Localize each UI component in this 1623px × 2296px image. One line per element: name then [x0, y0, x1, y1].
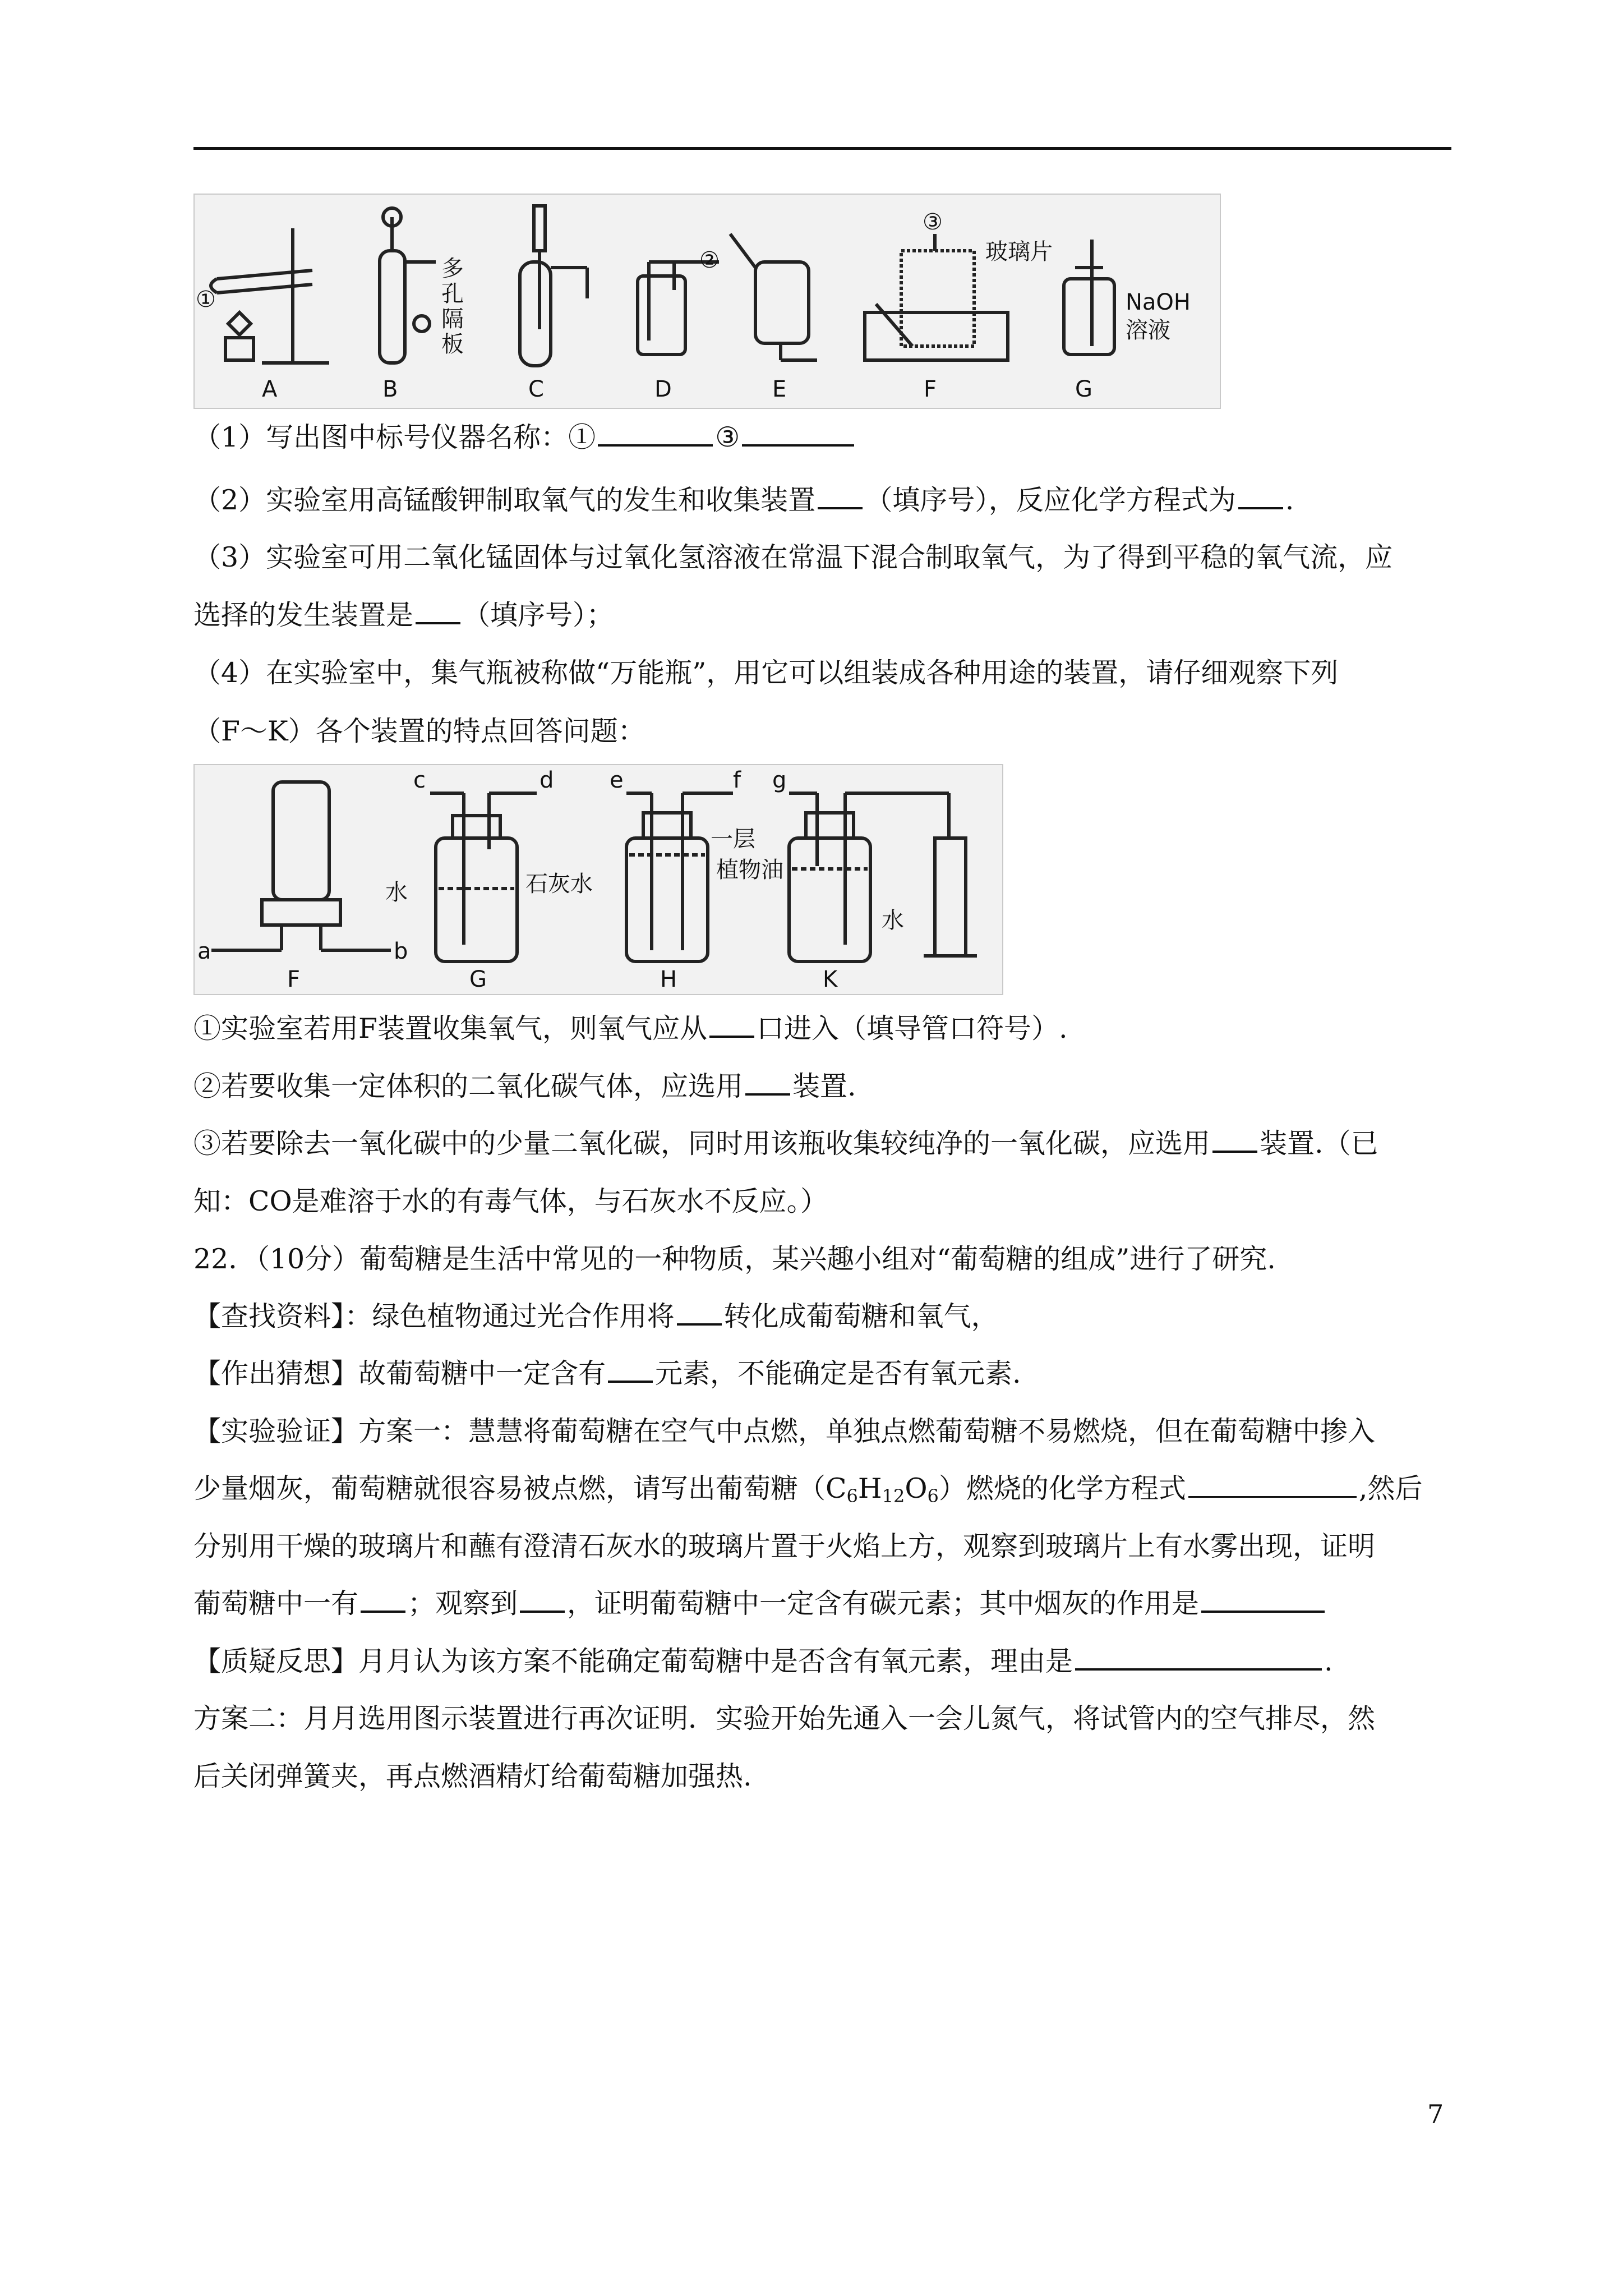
- verify-text: ，证明葡萄糖中一定含有碳元素；其中烟灰的作用是: [567, 1588, 1200, 1619]
- answer-blank[interactable]: [1212, 1128, 1257, 1153]
- verify-text: 少量烟灰，葡萄糖就很容易被点燃，请写出葡萄糖（C: [193, 1473, 847, 1504]
- q22-heading: 22．（10分）葡萄糖是生活中常见的一种物质，某兴趣小组对“葡萄糖的组成”进行了研究.: [193, 1243, 1276, 1275]
- guess-text: 【作出猜想】故葡萄糖中一定含有: [193, 1358, 606, 1389]
- answer-blank[interactable]: [1238, 485, 1283, 509]
- s2-text: ②若要收集一定体积的二氧化碳气体，应选用: [193, 1070, 744, 1102]
- q4-text: （F～K）各个装置的特点回答问题：: [193, 715, 645, 747]
- s1-text: 口进入（填导管口符号）.: [757, 1013, 1068, 1045]
- plan2-text: 后关闭弹簧夹，再点燃酒精灯给葡萄糖加强热.: [193, 1760, 752, 1792]
- guess-text: 元素，不能确定是否有氧元素.: [655, 1358, 1021, 1389]
- q3-text: （填序号）；: [463, 599, 614, 631]
- answer-blank[interactable]: [520, 1588, 565, 1613]
- answer-blank[interactable]: [598, 422, 713, 447]
- label-b: B: [382, 376, 398, 402]
- label-k: K: [823, 967, 838, 992]
- glass-plate-text: 玻璃片: [985, 239, 1053, 265]
- verify-text: 葡萄糖中一有: [193, 1588, 359, 1619]
- port-c: c: [413, 767, 426, 793]
- naoh-text: NaOH: [1126, 289, 1191, 315]
- reflect-text: 【质疑反思】月月认为该方案不能确定葡萄糖中是否含有氧元素，理由是: [193, 1645, 1073, 1677]
- port-d: d: [540, 767, 554, 793]
- answer-blank[interactable]: [709, 1013, 754, 1038]
- answer-blank[interactable]: [608, 1358, 653, 1383]
- q2-text: （2）实验室用高锰酸钾制取氧气的发生和收集装置: [193, 484, 816, 516]
- q1-text: （1）写出图中标号仪器名称：①: [193, 421, 596, 453]
- answer-blank[interactable]: [416, 600, 460, 624]
- q2-text: （填序号），反应化学方程式为: [865, 484, 1236, 516]
- find-text: 【查找资料】：绿色植物通过光合作用将: [193, 1300, 675, 1332]
- verify-text: ,然后: [1358, 1473, 1423, 1504]
- label-g: G: [1075, 376, 1092, 402]
- answer-blank[interactable]: [745, 1071, 790, 1096]
- s1-text: ①实验室若用F装置收集氧气，则氧气应从: [193, 1013, 707, 1045]
- verify-text: 分别用干燥的玻璃片和蘸有澄清石灰水的玻璃片置于火焰上方，观察到玻璃片上有水雾出现，证明: [193, 1530, 1376, 1562]
- b-text-1: 多: [441, 256, 464, 282]
- label-f: F: [287, 967, 301, 992]
- answer-blank[interactable]: [1201, 1588, 1325, 1613]
- oil-label-2: 植物油: [716, 857, 783, 883]
- plan2-text: 方案二：月月选用图示装置进行再次证明．实验开始先通入一会儿氮气，将试管内的空气排尽，然: [193, 1703, 1376, 1734]
- find-text: 转化成葡萄糖和氧气，: [723, 1300, 999, 1332]
- port-e: e: [610, 767, 624, 793]
- answer-blank[interactable]: [1188, 1474, 1357, 1498]
- port-b: b: [394, 938, 408, 964]
- s3-text: ③若要除去一氧化碳中的少量二氧化碳，同时用该瓶收集较纯净的一氧化碳，应选用: [193, 1128, 1211, 1159]
- port-f: f: [733, 767, 741, 793]
- formula-o: O: [905, 1473, 928, 1504]
- label-a: A: [262, 376, 278, 402]
- label-h: H: [660, 967, 677, 992]
- water-label-k: 水: [882, 908, 904, 933]
- reflect-text: .: [1324, 1645, 1333, 1677]
- apparatus-figure-f-k: [193, 764, 1003, 995]
- verify-text: ）燃烧的化学方程式: [938, 1473, 1186, 1504]
- subscript: 6: [846, 1485, 858, 1507]
- subscript: 12: [882, 1485, 905, 1507]
- label-d: D: [654, 376, 672, 402]
- verify-text: 【实验验证】方案一：慧慧将葡萄糖在空气中点燃，单独点燃葡萄糖不易燃烧，但在葡萄糖中掺入: [193, 1415, 1376, 1447]
- q3-text: 选择的发生装置是: [193, 599, 414, 631]
- label-e: E: [772, 376, 787, 402]
- water-label: 水: [385, 880, 408, 905]
- label-g: G: [469, 967, 487, 992]
- answer-blank[interactable]: [742, 422, 854, 447]
- b-text-4: 板: [441, 332, 464, 357]
- s2-text: 装置.: [792, 1070, 856, 1102]
- answer-blank[interactable]: [677, 1301, 722, 1326]
- limewater-label: 石灰水: [525, 871, 593, 897]
- answer-blank[interactable]: [818, 485, 863, 509]
- verify-text: ；观察到: [408, 1588, 518, 1619]
- port-a: a: [197, 938, 211, 964]
- q1-text: ③: [715, 421, 740, 453]
- callout-2: ②: [699, 247, 720, 273]
- b-text-2: 孔: [441, 281, 464, 307]
- s3-text: 装置.（已: [1260, 1128, 1378, 1159]
- q3-text: （3）实验室可用二氧化锰固体与过氧化氢溶液在常温下混合制取氧气，为了得到平稳的氧气流，应: [193, 541, 1393, 573]
- answer-blank[interactable]: [1075, 1646, 1322, 1671]
- subscript: 6: [927, 1485, 939, 1507]
- apparatus-figure-a-g: [193, 194, 1221, 409]
- formula-h: H: [857, 1473, 882, 1504]
- q4-text: （4）在实验室中，集气瓶被称做“万能瓶”，用它可以组装成各种用途的装置，请仔细观察下列: [193, 657, 1339, 689]
- page-number: 7: [1427, 2099, 1444, 2129]
- solution-text: 溶液: [1126, 318, 1170, 343]
- s3-text: 知：CO是难溶于水的有毒气体，与石灰水不反应。）: [193, 1185, 828, 1217]
- header-rule: [193, 147, 1451, 150]
- label-f: F: [924, 376, 937, 402]
- callout-1: ①: [196, 287, 216, 312]
- label-c: C: [528, 376, 544, 402]
- oil-label-1: 一层: [711, 826, 755, 852]
- q2-text: .: [1285, 484, 1294, 516]
- b-text-3: 隔: [441, 306, 464, 332]
- answer-blank[interactable]: [361, 1588, 405, 1613]
- callout-3: ③: [923, 209, 943, 235]
- port-g: g: [772, 767, 787, 793]
